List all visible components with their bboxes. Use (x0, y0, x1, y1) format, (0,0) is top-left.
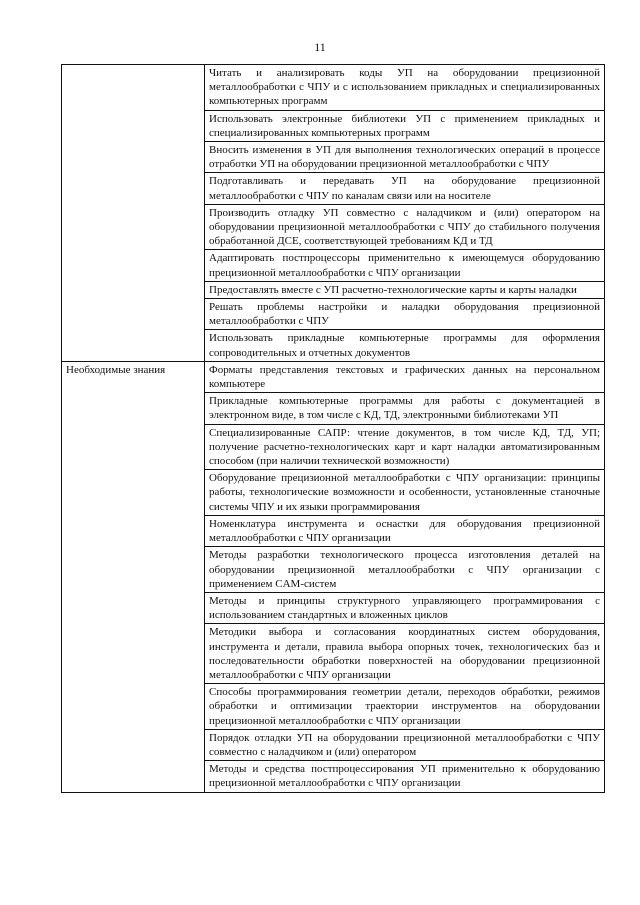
table-row (62, 65, 605, 111)
knowledge-label: Необходимые знания (62, 361, 205, 792)
knowledge-item: Методы и принципы структурного управляющего программирования с использованием стандартных и вложенных циклов (205, 592, 605, 623)
skill-item: Предоставлять вместе с УП расчетно-технологические карты и карты наладки (205, 281, 605, 298)
skill-item: Адаптировать постпроцессоры применительно к имеющемуся оборудованию прецизионной металлообработки с ЧПУ организации (205, 250, 605, 281)
competency-table (61, 64, 605, 793)
knowledge-item: Порядок отладки УП на оборудовании прецизионной металлообработки с ЧПУ совместно с наладчиком и (или) оператором (205, 729, 605, 760)
skill-item: Читать и анализировать коды УП на оборудовании прецизионной металлообработки с ЧПУ и с использованием прикладных и специализированных компьютерных программ (205, 65, 605, 111)
knowledge-item: Прикладные компьютерные программы для работы с документацией в электронном виде, в том числе с КД, ТД, электронными библиотеками УП (205, 393, 605, 424)
knowledge-item: Номенклатура инструмента и оснастки для оборудования прецизионной металлообработки с ЧПУ организации (205, 515, 605, 546)
skill-item: Использовать электронные библиотеки УП с применением прикладных и специализированных компьютерных программ (205, 110, 605, 141)
page-number: 11 (314, 40, 326, 54)
knowledge-item: Методы и средства постпроцессирования УП применительно к оборудованию прецизионной металлообработки с ЧПУ организации (205, 761, 605, 792)
knowledge-item: Методики выбора и согласования координатных систем оборудования, инструмента и детали, правила выбора опорных точек, технологических баз и последовательности обработки поверхностей на оборудовании прецизионной металлообработки с ЧПУ организации (205, 624, 605, 684)
skill-item: Вносить изменения в УП для выполнения технологических операций в процессе отработки УП на оборудовании прецизионной металлообработки с ЧПУ (205, 142, 605, 173)
skill-item: Решать проблемы настройки и наладки оборудования прецизионной металлообработки с ЧПУ (205, 299, 605, 330)
skills-label-cell (62, 65, 205, 362)
skill-item: Производить отладку УП совместно с наладчиком и (или) оператором на оборудовании прецизионной металлообработки с ЧПУ до стабильного получения обработанной ДСЕ, соответствующей требованиям КД и ТД (205, 204, 605, 250)
knowledge-item: Форматы представления текстовых и графических данных на персональном компьютере (205, 361, 605, 392)
knowledge-item: Специализированные САПР: чтение документов, в том числе КД, ТД, УП; получение расчетно-технологических карт и карт наладки автоматизированным способом (при наличии технической возможности) (205, 424, 605, 470)
skill-item: Использовать прикладные компьютерные программы для оформления сопроводительных и отчетных документов (205, 330, 605, 361)
knowledge-item: Методы разработки технологического процесса изготовления деталей на оборудовании прецизионной металлообработки с ЧПУ организации с применением CAM-систем (205, 547, 605, 593)
knowledge-item: Способы программирования геометрии детали, переходов обработки, режимов обработки и оптимизации траектории инструментов на оборудовании прецизионной металлообработки с ЧПУ организации (205, 684, 605, 730)
skill-item: Подготавливать и передавать УП на оборудование прецизионной металлообработки с ЧПУ по каналам связи или на носителе (205, 173, 605, 204)
table-row (62, 361, 605, 392)
knowledge-item: Оборудование прецизионной металлообработки с ЧПУ организации: принципы работы, технологические возможности и особенности, установленные станочные системы ЧПУ и их языки программирования (205, 470, 605, 516)
